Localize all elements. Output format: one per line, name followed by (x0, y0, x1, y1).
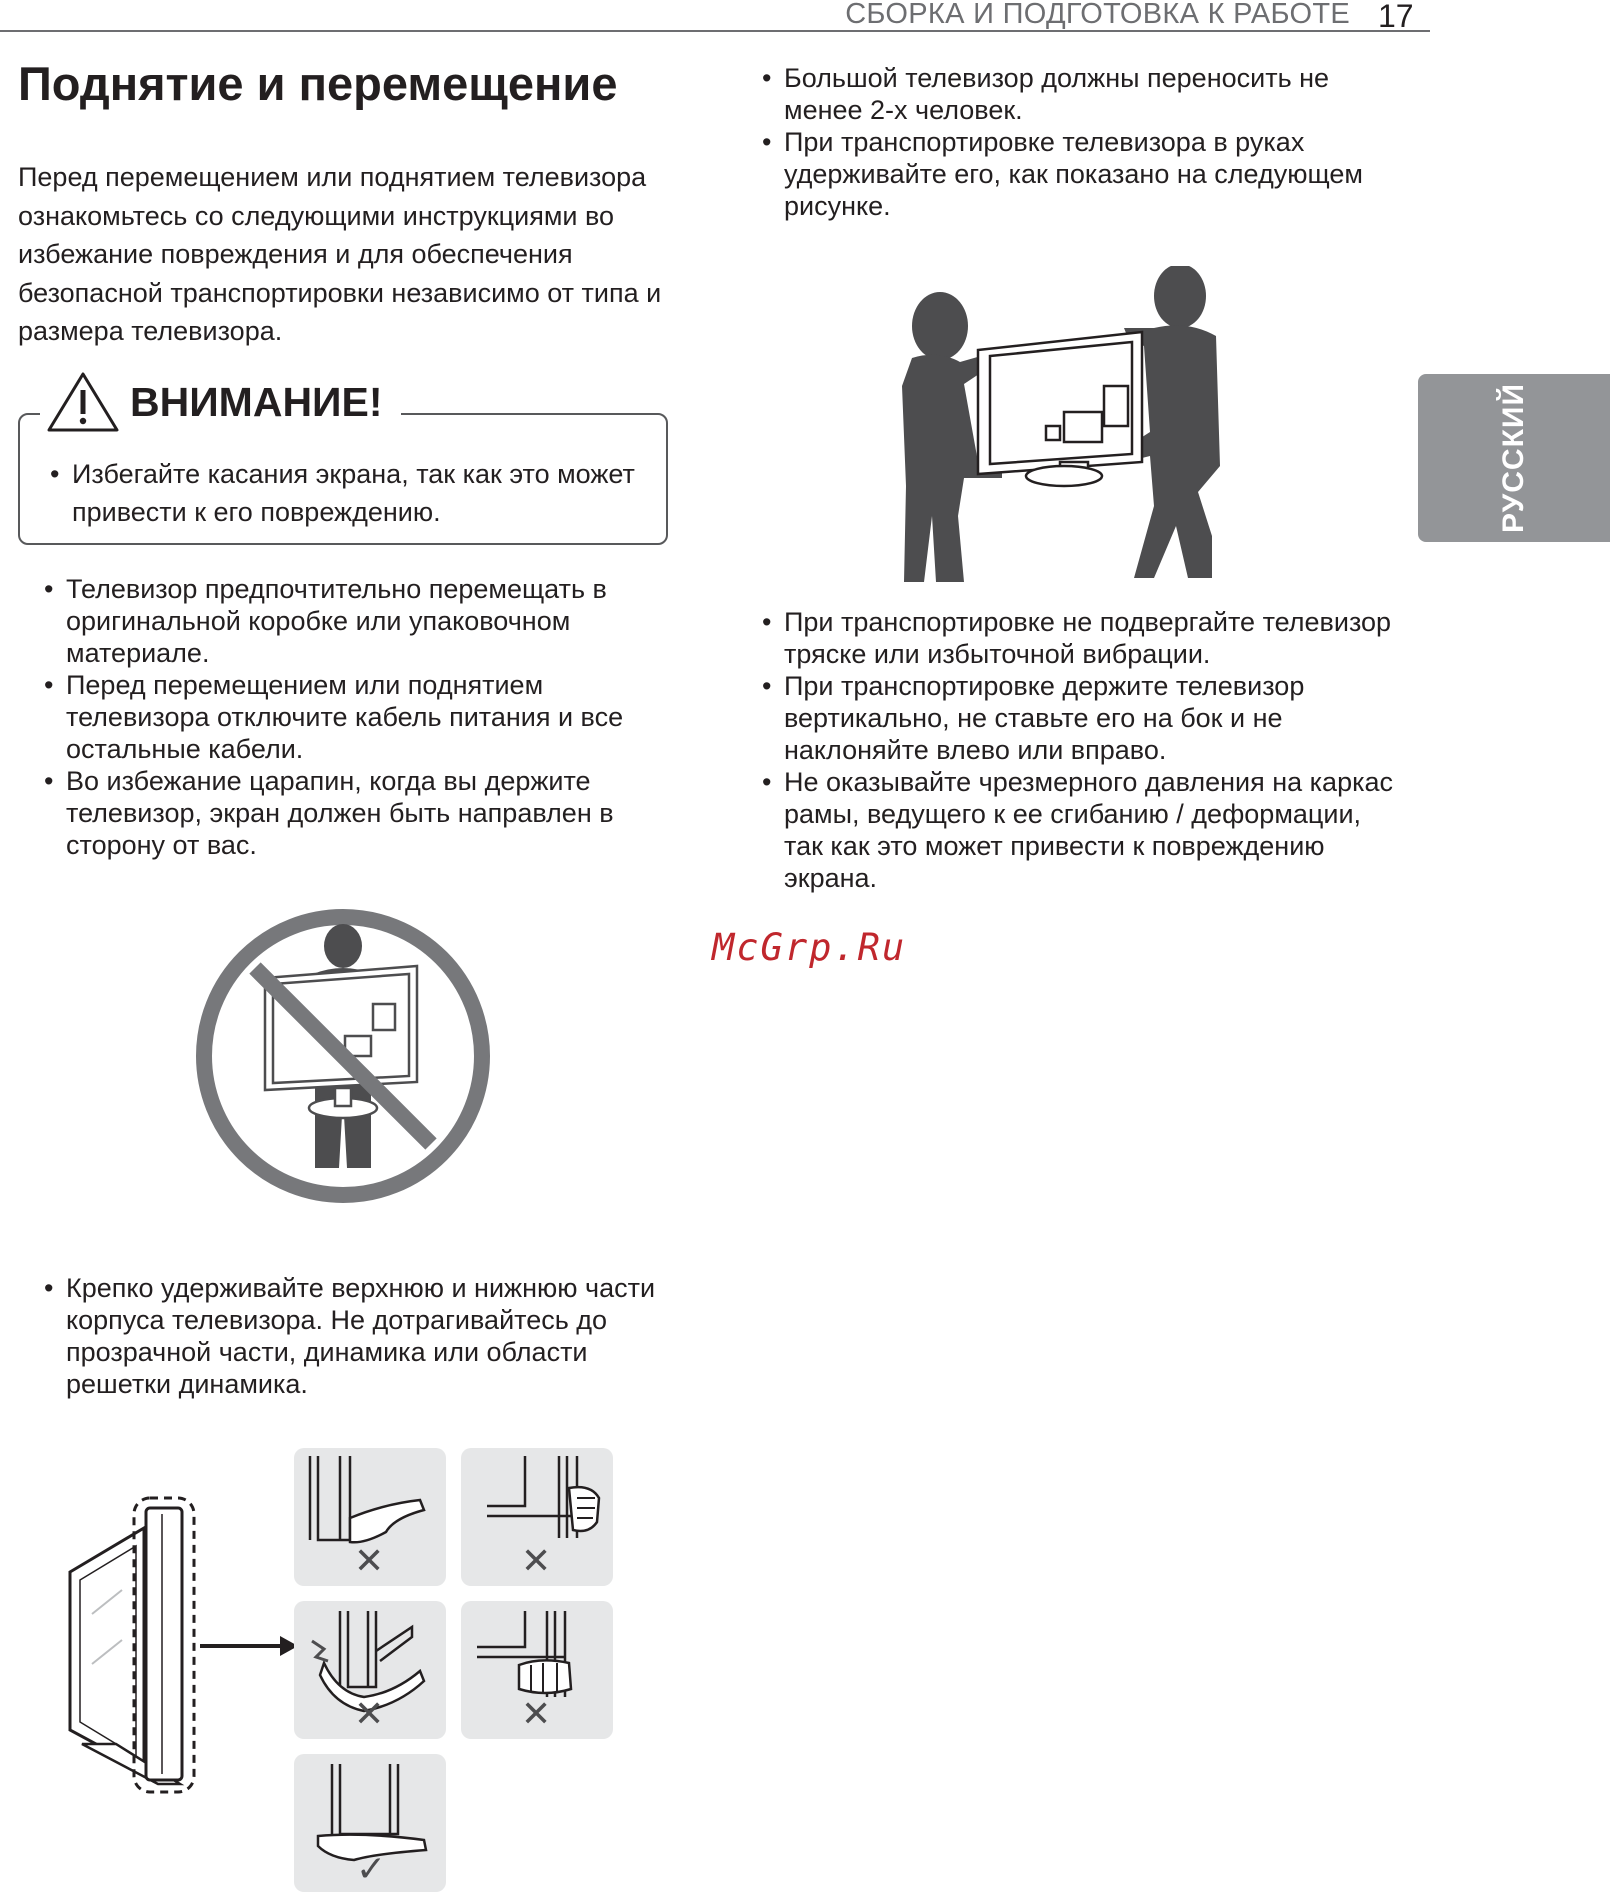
two-person-carry-illustration (898, 266, 1228, 584)
caution-list (50, 455, 640, 531)
header-section-title: СБОРКА И ПОДГОТОВКА К РАБОТЕ (845, 0, 1350, 30)
left-list-2 (44, 1272, 674, 1400)
grip-panel-correct (294, 1754, 446, 1892)
right-list-1 (762, 62, 1402, 222)
language-tab-label: РУССКИЙ (1497, 382, 1530, 534)
wrong-mark-icon: ✕ (521, 1540, 552, 1581)
tv-side-view-illustration (62, 1494, 302, 1804)
page-number: 17 (1378, 0, 1414, 34)
watermark-text: McGrp.Ru (712, 926, 907, 969)
grip-panel-wrong-4 (461, 1601, 613, 1739)
page-title: Поднятие и перемещение (18, 57, 618, 110)
grip-panel-wrong-2 (461, 1448, 613, 1586)
list-item: • Не оказывайте чрезмерного давления на каркас рамы, ведущего к ее сгибанию / деформации, так как это может привести к повреждению экрана. (762, 766, 1402, 894)
list-item: • При транспортировке телевизора в руках удерживайте его, как показано на следующем рисунке. (762, 126, 1402, 222)
grip-panel-wrong-1 (294, 1448, 446, 1586)
language-tab (1418, 374, 1610, 542)
wrong-mark-icon: ✕ (354, 1540, 385, 1581)
warning-triangle-icon (46, 370, 120, 434)
grip-panel-wrong-3 (294, 1601, 446, 1739)
intro-paragraph: Перед перемещением или поднятием телевизора ознакомьтесь со следующими инструкциями во избежание повреждения и для обеспечения безопасной транспортировки независимо от типа и размера телевизора. (18, 162, 662, 346)
list-item: • Крепко удерживайте верхнюю и нижнюю части корпуса телевизора. Не дотрагивайтесь до прозрачной части, динамика или области решетки динамика. (44, 1272, 674, 1400)
list-item: • При транспортировке держите телевизор вертикально, не ставьте его на бок и не наклоняйте влево или вправо. (762, 670, 1402, 766)
prohibited-carry-illustration (195, 908, 491, 1204)
list-item: • Большой телевизор должны переносить не менее 2-х человек. (762, 62, 1402, 126)
caution-heading (40, 366, 401, 438)
left-list-1 (44, 573, 684, 861)
wrong-mark-icon: ✕ (521, 1693, 552, 1734)
list-item: • Избегайте касания экрана, так как это может привести к его повреждению. (50, 455, 640, 531)
correct-mark-icon: ✓ (356, 1848, 387, 1889)
right-list-2 (762, 606, 1402, 894)
caution-heading-text: ВНИМАНИЕ! (130, 378, 383, 425)
list-item: • Во избежание царапин, когда вы держите телевизор, экран должен быть направлен в сторону от вас. (44, 765, 684, 861)
list-item: • При транспортировке не подвергайте телевизор тряске или избыточной вибрации. (762, 606, 1402, 670)
wrong-mark-icon: ✕ (354, 1693, 385, 1734)
list-item: • Перед перемещением или поднятием телевизора отключите кабель питания и все остальные кабели. (44, 669, 684, 765)
list-item: • Телевизор предпочтительно перемещать в оригинальной коробке или упаковочном материале. (44, 573, 684, 669)
